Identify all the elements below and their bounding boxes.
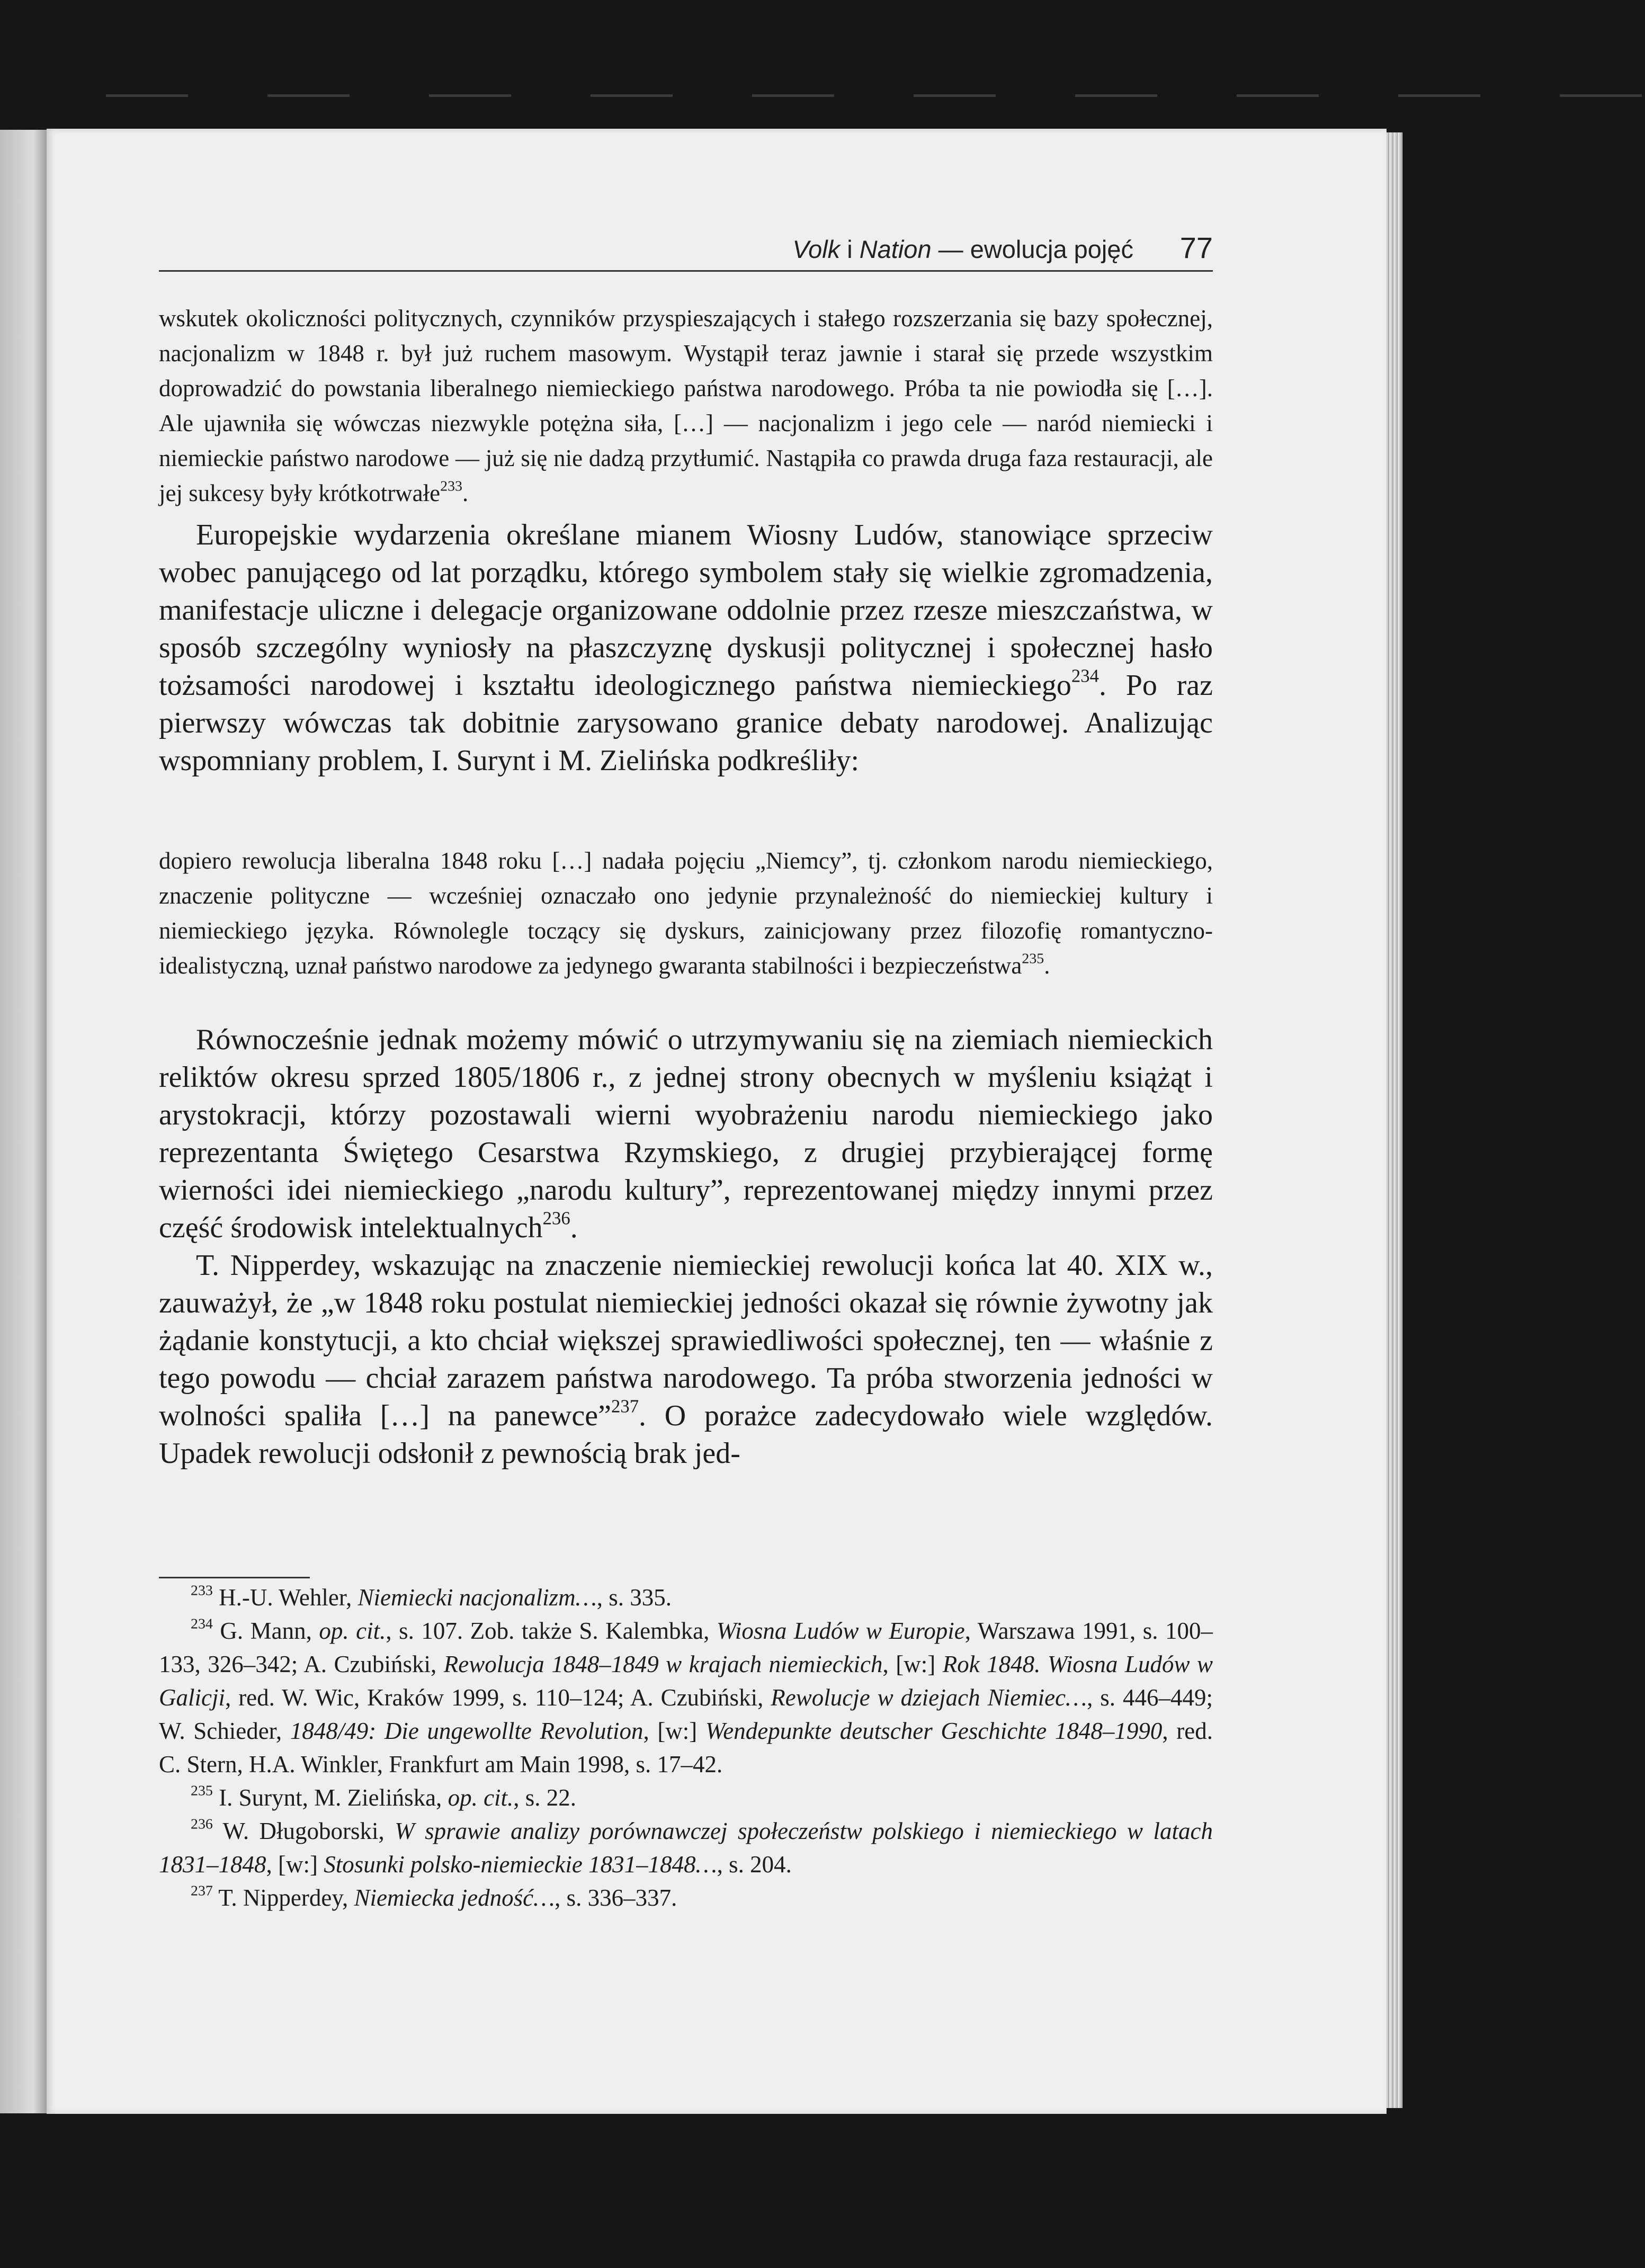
running-header (159, 228, 1213, 272)
running-title-rest: — ewolucja pojęć (931, 235, 1133, 263)
paragraph-text: Równocześnie jednak możemy mówić o utrzymywaniu się na ziemiach niemieckich reliktów okresu sprzed 1805/1806 r., z jednej strony obecnych w myśleniu książąt i arystokracji, którzy pozostawali wierni wyobrażeniu narodu niemieckiego jako reprezentanta Świętego Cesarstwa Rzymskiego, z drugiej przybierającej formę wierności idei niemieckiego „narodu kultury”, reprezentowanej między innymi przez część środowisk intelektualnych (159, 1023, 1213, 1244)
quote-end: . (1044, 952, 1050, 979)
footnote-text: H.-U. Wehler, (212, 1584, 358, 1611)
footnote-text: , red. W. Wic, Kraków 1999, s. 110–124; A. Czubiński, (225, 1684, 771, 1711)
scan-mark (106, 94, 188, 97)
footnote-number: 237 (191, 1882, 213, 1899)
scan-mark (1398, 94, 1480, 97)
paragraph-text: . O porażce zadecydowało wiele względów. Upadek rewolucji odsłonił z pewnością brak jed- (159, 1399, 1213, 1470)
block-quote-wehler (159, 301, 1213, 511)
footnote-ref: 236 (542, 1208, 570, 1229)
footnote-ref: 233 (440, 478, 462, 495)
paragraph-end: . (570, 1211, 578, 1244)
footnote-text: T. Nipperdey, (212, 1885, 354, 1911)
running-title-word2: Nation (859, 235, 932, 263)
footnote-text: , [w:] (643, 1718, 705, 1744)
body-section-2 (159, 1021, 1213, 1472)
quote-paragraph (159, 843, 1213, 983)
footnote-234 (159, 1614, 1213, 1781)
footnote-text: I. Surynt, M. Zielińska, (212, 1784, 448, 1811)
body-section-1 (159, 516, 1213, 780)
footnote-236 (159, 1815, 1213, 1881)
scan-mark (1237, 94, 1319, 97)
body-paragraph (159, 516, 1213, 780)
scan-mark (752, 94, 834, 97)
footnote-text: , s. 336–337. (555, 1885, 677, 1911)
footnote-text: , [w:] (266, 1851, 324, 1878)
footnote-text: W. Długoborski, (212, 1818, 395, 1844)
footnote-235 (159, 1781, 1213, 1815)
footnote-title: op. cit. (448, 1784, 514, 1811)
footnote-text: , s. 446–449; W. Schieder, (159, 1684, 1213, 1744)
scan-mark (914, 94, 996, 97)
footnote-number: 235 (191, 1782, 213, 1799)
scan-mark (1075, 94, 1157, 97)
footnote-text: , red. C. Stern, H.A. Winkler, Frankfurt am Main 1998, s. 17–42. (159, 1718, 1213, 1778)
footnote-number: 234 (191, 1615, 213, 1632)
running-title-word1: Volk (792, 235, 841, 263)
footnote-ref: 235 (1022, 950, 1044, 967)
scan-mark (267, 94, 350, 97)
footnote-title: Wiosna Ludów w Europie (716, 1618, 965, 1644)
footnote-text: G. Mann, (212, 1618, 319, 1644)
body-paragraph (159, 1247, 1213, 1472)
footnote-text: , s. 22. (513, 1784, 577, 1811)
scan-edge-marks (106, 94, 1645, 97)
footnote-title: Rewolucje w dziejach Niemiec… (771, 1684, 1087, 1711)
quote-end: . (462, 480, 469, 506)
body-paragraph (159, 1021, 1213, 1247)
paragraph-text: . Po raz pierwszy wówczas tak dobitnie zarysowano granice debaty narodowej. Analizując wspomniany problem, I. Surynt i M. Zielińska podkreśliły: (159, 669, 1213, 777)
footnote-text: , [w:] (882, 1651, 943, 1677)
footnote-233 (159, 1581, 1213, 1614)
footnote-number: 233 (191, 1582, 213, 1599)
footnote-title: Rewolucja 1848–1849 w krajach niemieckich (443, 1651, 883, 1677)
footnote-title: Stosunki polsko-niemieckie 1831–1848… (324, 1851, 717, 1878)
footnote-text: , s. 204. (717, 1851, 792, 1878)
footnote-separator (159, 1577, 310, 1578)
quote-text: wskutek okoliczności politycznych, czynników przyspieszających i stałego rozszerzania się bazy społecznej, nacjonalizm w 1848 r. był już ruchem masowym. Wystąpił teraz jawnie i starał się przede wszystkim doprowadzić do powstania liberalnego niemieckiego państwa narodowego. Próba ta nie powiodła się […]. Ale ujawniła się wówczas niezwykle potężna siła, […] — nacjonalizm i jego cele — naród niemiecki i niemieckie państwo narodowe — już się nie dadzą przytłumić. Nastąpiła co prawda druga faza restauracji, ale jej sukcesy były krótkotrwałe (159, 305, 1213, 506)
running-title (792, 235, 1133, 264)
footnote-title: Niemiecki nacjonalizm… (357, 1584, 597, 1611)
footnote-title: Niemiecka jedność… (354, 1885, 555, 1911)
scan-mark (1560, 94, 1642, 97)
footnote-ref: 234 (1071, 665, 1099, 686)
footnote-number: 236 (191, 1816, 213, 1833)
footnote-text: , s. 335. (596, 1584, 672, 1611)
paragraph-text: T. Nipperdey, wskazując na znaczenie niemieckiej rewolucji końca lat 40. XIX w., zauważył, że „w 1848 roku postulat niemieckiej jedności okazał się równie żywotny jak żądanie konstytucji, a kto chciał większej sprawiedliwości społecznej, ten — właśnie z tego powodu — chciał zarazem państwa narodowego. Ta próba stworzenia jedności w wolności spaliła […] na panewce” (159, 1249, 1213, 1432)
left-page-edge (0, 130, 48, 2113)
quote-text: dopiero rewolucja liberalna 1848 roku […] nadała pojęciu „Niemcy”, tj. członkom narodu niemieckiego, znaczenie polityczne — wcześniej oznaczało ono jedynie przynależność do niemieckiej kultury i niemieckiego języka. Równolegle toczący się dyskurs, zainicjowany przez filozofię romantyczno-idealistyczną, uznał państwo narodowe za jedynego gwaranta stabilności i bezpieczeństwa (159, 847, 1213, 979)
scan-mark (591, 94, 673, 97)
scan-mark (429, 94, 511, 97)
running-title-mid: i (840, 235, 860, 263)
paragraph-text: Europejskie wydarzenia określane mianem Wiosny Ludów, stanowiące sprzeciw wobec panującego od lat porządku, którego symbolem stały się wielkie zgromadzenia, manifestacje uliczne i delegacje organizowane oddolnie przez rzesze mieszczaństwa, w sposób szczególny wyniosły na płaszczyznę dyskusji politycznej i społecznej hasło tożsamości narodowej i kształtu ideologicznego państwa niemieckiego (159, 519, 1213, 702)
page-stack-edge (1387, 132, 1402, 2108)
footnote-text: , s. 107. Zob. także S. Kalembka, (386, 1618, 717, 1644)
page-number: 77 (1179, 231, 1213, 264)
footnote-title: 1848/49: Die ungewollte Revolution (290, 1718, 643, 1744)
footnote-title: Rok 1848. Wiosna Ludów w Galicji (159, 1651, 1213, 1711)
footnote-title: W sprawie analizy porównawczej społeczeństw polskiego i niemieckiego w latach 1831–1848 (159, 1818, 1213, 1878)
footnote-text: , Warszawa 1991, s. 100–133, 326–342; A. Czubiński, (159, 1618, 1213, 1677)
footnotes (159, 1581, 1213, 1915)
footnote-title: op. cit. (319, 1618, 386, 1644)
footnote-237 (159, 1881, 1213, 1915)
quote-paragraph (159, 301, 1213, 511)
block-quote-surynt (159, 843, 1213, 983)
footnote-ref: 237 (611, 1396, 639, 1417)
footnote-title: Wendepunkte deutscher Geschichte 1848–1990 (705, 1718, 1163, 1744)
